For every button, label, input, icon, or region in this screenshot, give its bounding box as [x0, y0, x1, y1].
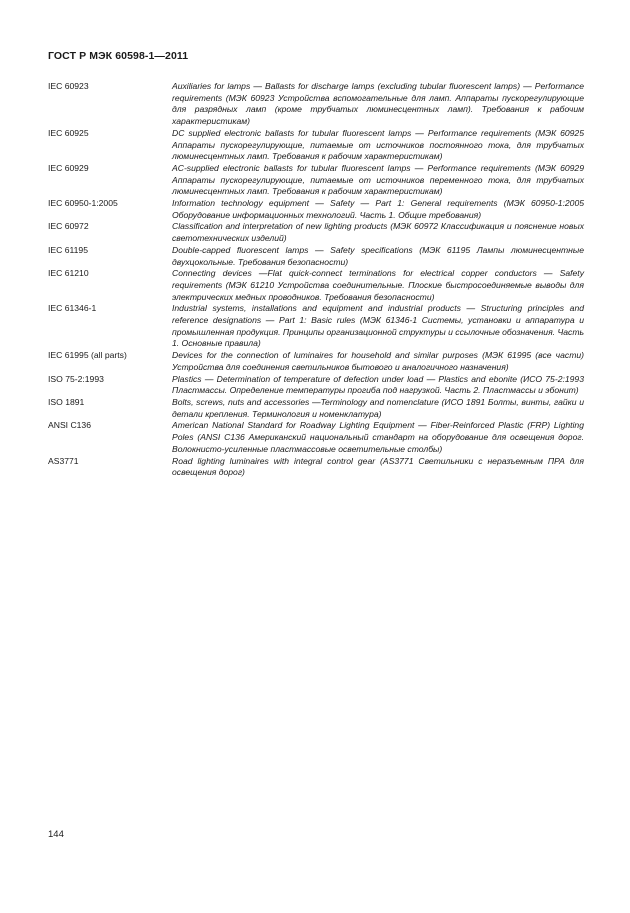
- reference-row: [48, 128, 584, 163]
- reference-title: Road lighting luminaires with integral control gear (AS3771 Светильники с неразъемным ПРА для освещения дорог): [172, 455, 584, 478]
- reference-code: IEC 60972: [48, 221, 89, 232]
- reference-title: Bolts, screws, nuts and accessories —Terminology and nomenclature (ИСО 1891 Болты, винты, гайки и детали крепления. Терминология и номенклатура): [172, 396, 584, 419]
- reference-title: Double-capped fluorescent lamps — Safety specifications (МЭК 61195 Лампы люминесцентные двухцокольные. Требования безопасности): [172, 244, 584, 267]
- page-number: 144: [48, 829, 64, 840]
- reference-title: AC-supplied electronic ballasts for tubular fluorescent lamps — Performance requirements (МЭК 60929 Аппараты пускорегулирующие, питаемые от источников переменного тока, для трубчатых люминесцентных ламп. Требования к рабочим характеристикам): [172, 162, 584, 197]
- reference-row: [48, 303, 584, 350]
- reference-code: IEC 60925: [48, 127, 89, 138]
- reference-code: IEC 60929: [48, 162, 89, 173]
- reference-row: [48, 420, 584, 455]
- reference-title: DC supplied electronic ballasts for tubular fluorescent lamps — Performance requirements (МЭК 60925 Аппараты пускорегулирующие, питаемые от источников постоянного тока, для трубчатых люминесцентных ламп. Требования к рабочим характеристикам): [172, 127, 584, 162]
- reference-code: ISO 75-2:1993: [48, 373, 104, 384]
- reference-code: IEC 61210: [48, 268, 89, 279]
- reference-row: [48, 163, 584, 198]
- reference-code: ANSI C136: [48, 420, 91, 431]
- reference-row: [48, 198, 584, 221]
- reference-code: IEC 60950-1:2005: [48, 198, 118, 209]
- reference-row: [48, 81, 584, 128]
- reference-title: Devices for the connection of luminaires for household and similar purposes (МЭК 61995 (все части) Устройства для соединения светильников бытового и аналогичного назначения): [172, 350, 584, 372]
- reference-code: IEC 61195: [48, 244, 88, 255]
- reference-title: Plastics — Determination of temperature of defection under load — Plastics and ebonite (ИСО 75-2:1993 Пластмассы. Определение температуры прогиба под нагрузкой. Часть 2. Пластмассы и эбонит): [172, 373, 584, 396]
- reference-code: IEC 61995 (all parts): [48, 350, 127, 361]
- reference-row: [48, 245, 584, 268]
- reference-row: [48, 456, 584, 479]
- reference-title: Classification and interpretation of new lighting products (МЭК 60972 Классификация и пояснение новых светотехнических изделий): [172, 221, 584, 244]
- reference-title: American National Standard for Roadway Lighting Equipment — Fiber-Reinforced Plastic (FRP) Lighting Poles (ANSI C136 Американский национальный стандарт на оборудование для освещения дорог. Волокнисто-усиленные пластмассовые осветительные столбы): [172, 420, 584, 454]
- reference-title: Auxiliaries for lamps — Ballasts for discharge lamps (excluding tubular fluorescent lamps) — Performance requirements (МЭК 60923 Устройства вспомогательные для ламп. Аппараты пускорегулирующие для разрядных ламп (кроме трубчатых люминесцентных ламп). Требования к рабочим характеристикам): [172, 81, 584, 127]
- reference-row: [48, 350, 584, 373]
- reference-code: IEC 60923: [48, 81, 89, 91]
- document-header: ГОСТ Р МЭК 60598-1—2011: [48, 50, 189, 62]
- reference-row: [48, 397, 584, 420]
- reference-row: [48, 374, 584, 397]
- reference-title: Connecting devices —Flat quick-connect terminations for electrical copper conductors — Safety requirements (МЭК 61210 Устройства соединительные. Плоские быстросоединяемые выводы для электрических медных проводников. Требования безопасности): [172, 268, 584, 302]
- reference-title: Industrial systems, installations and equipment and industrial products — Structuring principles and reference designations — Part 1: Basic rules (МЭК 61346-1 Системы, установки и аппаратура и промышленная продукция. Принципы организационной структуры и ссылочные обозначения. Часть 1. Основные правила): [172, 303, 584, 349]
- normative-references-list: [48, 81, 584, 479]
- reference-row: [48, 268, 584, 303]
- reference-title: Information technology equipment — Safety — Part 1: General requirements (МЭК 60950-1:2005 Оборудование информационных технологий. Часть 1. Общие требования): [172, 198, 584, 220]
- reference-code: ISO 1891: [48, 396, 85, 407]
- reference-row: [48, 221, 584, 244]
- reference-code: IEC 61346-1: [48, 303, 97, 314]
- reference-code: AS3771: [48, 455, 79, 466]
